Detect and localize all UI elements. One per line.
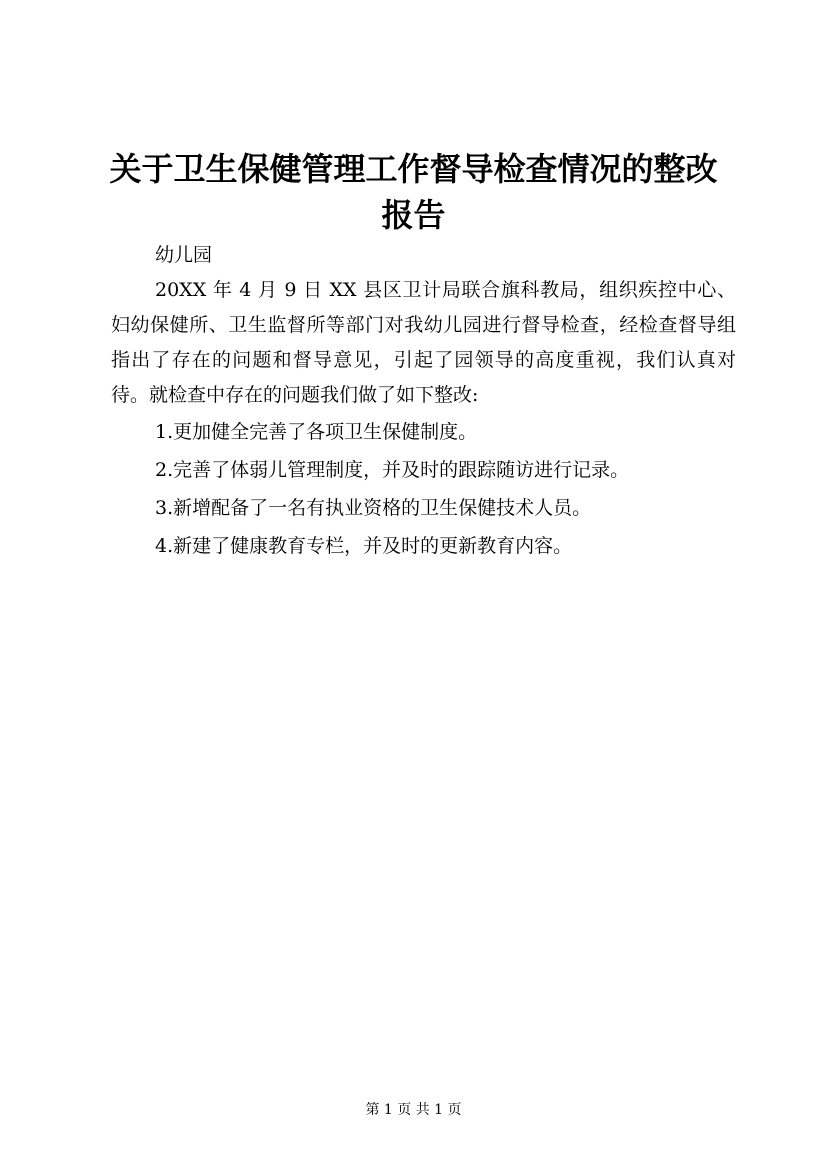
document-body bbox=[111, 238, 736, 565]
page-footer: 第 1 页 共 1 页 bbox=[365, 1102, 462, 1118]
intro-paragraph: 20XX 年 4 月 9 日 XX 县区卫计局联合旗科教局，组织疾控中心、妇幼保健所、卫生监督所等部门对我幼儿园进行督导检查，经检查督导组指出了存在的问题和督导意见，引起了园领导的高度重视，我们认真对待。就检查中存在的问题我们做了如下整改: bbox=[111, 279, 736, 406]
list-item: 1.更加健全完善了各项卫生保健制度。 bbox=[155, 421, 478, 443]
organization-line: 幼儿园 bbox=[155, 244, 213, 266]
list-item: 3.新增配备了一名有执业资格的卫生保健技术人员。 bbox=[155, 497, 592, 519]
rectification-list bbox=[111, 413, 736, 565]
list-item: 2.完善了体弱儿管理制度，并及时的跟踪随访进行记录。 bbox=[155, 459, 630, 481]
list-item: 4.新建了健康教育专栏，并及时的更新教育内容。 bbox=[155, 535, 573, 557]
document-title: 关于卫生保健管理工作督导检查情况的整改报告 bbox=[109, 150, 718, 234]
